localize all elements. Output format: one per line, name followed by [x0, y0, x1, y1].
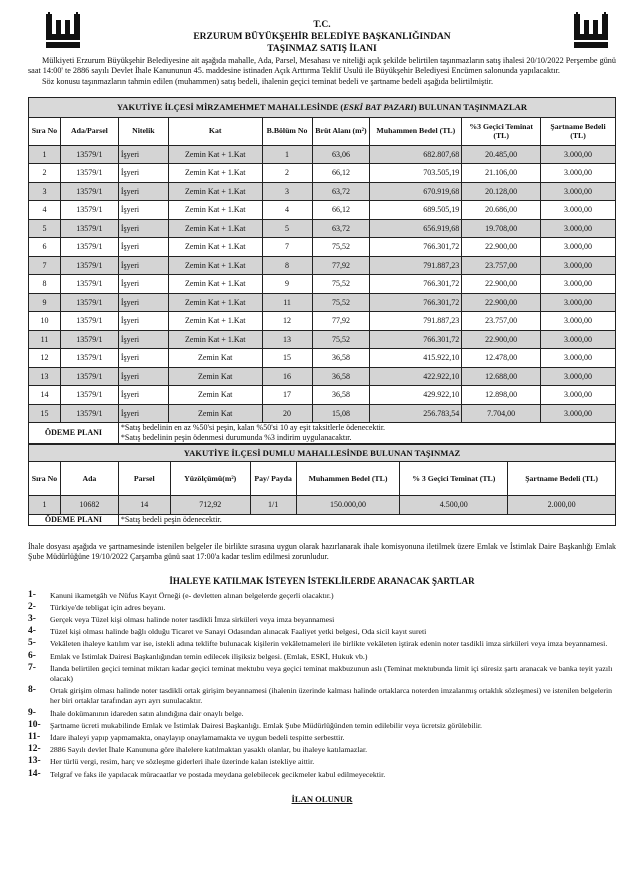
- table-cell: 766.301,72: [370, 275, 462, 294]
- table-cell: Zemin Kat + 1.Kat: [168, 201, 262, 220]
- table-cell: 712,92: [170, 496, 250, 515]
- requirement-number: 11-: [28, 731, 41, 742]
- column-header: Nitelik: [118, 117, 168, 145]
- table-cell: İşyeri: [118, 312, 168, 331]
- municipality-logo-icon: [572, 10, 610, 50]
- table-cell: 1: [262, 145, 312, 164]
- table-cell: Zemin Kat: [168, 367, 262, 386]
- column-header: Pay/ Payda: [250, 462, 296, 496]
- requirement-number: 10-: [28, 719, 41, 730]
- table-cell: 13579/1: [60, 182, 118, 201]
- requirement-number: 1-: [28, 589, 36, 600]
- requirement-number: 5-: [28, 638, 36, 649]
- requirement-item: [28, 745, 616, 755]
- table-cell: 15: [262, 349, 312, 368]
- table-cell: 16: [262, 367, 312, 386]
- table-cell: 3.000,00: [541, 330, 616, 349]
- table-cell: 12: [262, 312, 312, 331]
- table-cell: 3.000,00: [541, 293, 616, 312]
- table-title: YAKUTİYE İLÇESİ DUMLU MAHALLESİNDE BULUNAN TAŞINMAZ: [29, 445, 616, 462]
- table-cell: 15,08: [312, 404, 370, 423]
- table-cell: 13579/1: [60, 164, 118, 183]
- table-cell: Zemin Kat + 1.Kat: [168, 293, 262, 312]
- submission-notice: İhale dosyası aşağıda ve şartnamesinde istenilen belgeler ile birlikte sırasına uygun olarak hazırlanarak ihale komisyonuna iletilmek üzere Emlak ve İstimlak Daire Başkanlığı Emlak Şube Müdürlüğüne 19/10/2022 Çarşamba günü saat 17:00'a kadar teslim edilmesi zorunludur.: [28, 542, 616, 562]
- requirement-item: [28, 639, 616, 649]
- table-cell: İşyeri: [118, 182, 168, 201]
- table-cell: 13579/1: [60, 219, 118, 238]
- column-header: %3 Geçici Teminat (TL): [462, 117, 541, 145]
- column-header: Ada/Parsel: [60, 117, 118, 145]
- requirement-item: [28, 686, 616, 706]
- table-cell: 656.919,68: [370, 219, 462, 238]
- table-cell: 22.900,00: [462, 293, 541, 312]
- payment-plan-line: *Satış bedelinin peşin ödenmesi durumunda %3 indirim uygulanacaktır.: [120, 433, 352, 443]
- table-cell: 10682: [60, 496, 118, 515]
- table-cell: 7: [262, 238, 312, 257]
- requirement-item: [28, 709, 616, 719]
- table-row: [29, 256, 616, 275]
- table-cell: 3.000,00: [541, 367, 616, 386]
- column-header: Ada: [60, 462, 118, 496]
- table-cell: 20.686,00: [462, 201, 541, 220]
- table-row: [29, 496, 616, 515]
- intro-paragraph: Söz konusu taşınmazların tahmin edilen (muhammen) satış bedeli, ihalenin geçici teminat bedeli ve şartname bedeli aşağıda belirtilmiştir.: [42, 76, 494, 86]
- table-cell: 20.128,00: [462, 182, 541, 201]
- table-cell: 5: [262, 219, 312, 238]
- column-header: Muhammen Bedel (TL): [370, 117, 462, 145]
- requirements-title: İHALEYE KATILMAK İSTEYEN İSTEKLİLERDE ARANACAK ŞARTLAR: [169, 576, 475, 587]
- intro: [28, 56, 616, 87]
- table-cell: 13: [29, 367, 61, 386]
- table-cell: 1: [29, 496, 61, 515]
- requirement-item: [28, 733, 616, 743]
- requirement-number: 12-: [28, 744, 41, 755]
- requirement-number: 8-: [28, 685, 36, 696]
- table-cell: Zemin Kat + 1.Kat: [168, 256, 262, 275]
- column-header: Sıra No: [29, 117, 61, 145]
- column-header: Brüt Alanı (m²): [312, 117, 370, 145]
- table-cell: Zemin Kat + 1.Kat: [168, 312, 262, 331]
- requirement-item: [28, 757, 616, 767]
- column-header: Parsel: [118, 462, 170, 496]
- table-row: [29, 201, 616, 220]
- table-cell: İşyeri: [118, 404, 168, 423]
- table-cell: Zemin Kat + 1.Kat: [168, 164, 262, 183]
- table-cell: 66,12: [312, 164, 370, 183]
- table-cell: İşyeri: [118, 164, 168, 183]
- requirement-number: 9-: [28, 707, 36, 718]
- table-cell: İşyeri: [118, 330, 168, 349]
- header-organization: ERZURUM BÜYÜKŞEHİR BELEDİYE BAŞKANLIĞINDAN: [193, 31, 451, 42]
- requirement-item: [28, 627, 616, 637]
- table-row: [29, 238, 616, 257]
- column-header: Kat: [168, 117, 262, 145]
- table-cell: 21.106,00: [462, 164, 541, 183]
- table-cell: 13579/1: [60, 238, 118, 257]
- table-row: [29, 404, 616, 423]
- table-cell: 3.000,00: [541, 349, 616, 368]
- table-cell: 13579/1: [60, 201, 118, 220]
- table-cell: 10: [29, 312, 61, 331]
- table-cell: 9: [29, 293, 61, 312]
- requirement-item: [28, 652, 616, 662]
- table-cell: 3.000,00: [541, 312, 616, 331]
- table-cell: 766.301,72: [370, 330, 462, 349]
- requirement-item: [28, 770, 616, 780]
- requirements-list: [28, 591, 616, 780]
- requirement-text: Türkiye'de tebligat için adres beyanı.: [50, 602, 166, 612]
- property-table-dumlu: [28, 444, 616, 526]
- table-cell: 2: [262, 164, 312, 183]
- table-cell: 13579/1: [60, 404, 118, 423]
- table-row: [29, 349, 616, 368]
- table-cell: 766.301,72: [370, 238, 462, 257]
- table-cell: İşyeri: [118, 201, 168, 220]
- requirement-item: [28, 615, 616, 625]
- table-cell: 415.922,10: [370, 349, 462, 368]
- column-header: Yüzölçümü(m²): [170, 462, 250, 496]
- table-cell: 3.000,00: [541, 145, 616, 164]
- payment-plan-line: *Satış bedelinin en az %50'si peşin, kalan %50'si 10 ay eşit taksitlerle ödenecektir.: [120, 423, 386, 433]
- column-header: B.Bölüm No: [262, 117, 312, 145]
- table-cell: 422.922,10: [370, 367, 462, 386]
- requirement-number: 13-: [28, 756, 41, 767]
- column-header: Sıra No: [29, 462, 61, 496]
- table-cell: İşyeri: [118, 145, 168, 164]
- table-cell: 17: [262, 386, 312, 405]
- table-cell: İşyeri: [118, 238, 168, 257]
- table-cell: İşyeri: [118, 275, 168, 294]
- table-cell: 5: [29, 219, 61, 238]
- table-cell: 75,52: [312, 238, 370, 257]
- table-cell: 4.500,00: [400, 496, 508, 515]
- table-cell: 256.783,54: [370, 404, 462, 423]
- table-cell: 75,52: [312, 330, 370, 349]
- table-cell: 3.000,00: [541, 275, 616, 294]
- table-cell: İşyeri: [118, 367, 168, 386]
- table-cell: 3.000,00: [541, 238, 616, 257]
- table-cell: 670.919,68: [370, 182, 462, 201]
- table-cell: Zemin Kat + 1.Kat: [168, 238, 262, 257]
- table-cell: 13579/1: [60, 367, 118, 386]
- table-cell: 3.000,00: [541, 164, 616, 183]
- table-cell: 63,72: [312, 219, 370, 238]
- requirement-text: İlanda belirtilen geçici teminat miktarı kadar geçici teminat mektubu veya geçici teminat makbuzunun aslı (Teminat mektubunda limit içi süresiz şartı aranacak ve banka teyit yazılı olacak): [50, 663, 613, 683]
- table-cell: 20: [262, 404, 312, 423]
- table-cell: 150.000,00: [296, 496, 400, 515]
- requirement-text: Şartname ücreti mukabilinde Emlak ve İstimlak Dairesi Başkanlığı. Emlak Şube Müdürlüğünden temin edilebilir veya ücretsiz görülebilir.: [50, 720, 482, 730]
- table-cell: 7: [29, 256, 61, 275]
- payment-plan-label: ÖDEME PLANI: [29, 515, 119, 526]
- table-cell: 20.485,00: [462, 145, 541, 164]
- table-cell: 3: [262, 182, 312, 201]
- table-cell: 77,92: [312, 256, 370, 275]
- table-cell: 6: [29, 238, 61, 257]
- table-cell: 4: [262, 201, 312, 220]
- table-cell: 23.757,00: [462, 256, 541, 275]
- table-row: [29, 219, 616, 238]
- table-cell: 8: [262, 256, 312, 275]
- table-cell: İşyeri: [118, 256, 168, 275]
- requirement-text: Telgraf ve faks ile yapılacak müracaatlar ve postada meydana gelebilecek gecikmeler kabul edilmeyecektir.: [50, 769, 386, 779]
- requirement-number: 2-: [28, 601, 36, 612]
- table-title: YAKUTİYE İLÇESİ MİRZAMEHMET MAHALLESİNDE (ESKİ BAT PAZARI) BULUNAN TAŞINMAZLAR: [29, 97, 616, 117]
- intro-paragraph: Mülkiyeti Erzurum Büyükşehir Belediyesine ait aşağıda mahalle, Ada, Parsel, Mesahası ve niteliği açık şekilde belirtilen taşınmazların satış ihalesi 20/10/2022 Perşembe günü saat 14:00' te 2886 sayılı Devlet İhale Kanununun 45. maddesine istinaden Açık Arttırma Teklif Usulü ile Büyükşehir Belediyesi Encümen salonunda yapılacaktır.: [28, 56, 616, 76]
- table-cell: 11: [262, 293, 312, 312]
- table-cell: 11: [29, 330, 61, 349]
- table-cell: 14: [29, 386, 61, 405]
- table-cell: 12.688,00: [462, 367, 541, 386]
- table-cell: 9: [262, 275, 312, 294]
- table-cell: 766.301,72: [370, 293, 462, 312]
- table-cell: 13579/1: [60, 275, 118, 294]
- table-cell: 3.000,00: [541, 386, 616, 405]
- table-cell: 13579/1: [60, 145, 118, 164]
- table-cell: 682.807,68: [370, 145, 462, 164]
- column-header: % 3 Geçici Teminat (TL): [400, 462, 508, 496]
- table-cell: 8: [29, 275, 61, 294]
- table-cell: 12.478,00: [462, 349, 541, 368]
- table-cell: 3.000,00: [541, 404, 616, 423]
- table-cell: 13579/1: [60, 256, 118, 275]
- requirement-text: Ortak girişim olması halinde noter tasdikli ortak girişim beyannamesi (ihalenin üzerinde kalması halinde ortaklarca noterden imzalanmış ortaklık sözleşmesi) ve istenilen belgelerin her biri ortaklar tarafından ayrı ayrı sunulacaktır.: [50, 686, 613, 706]
- column-header: Şartname Bedeli (TL): [508, 462, 616, 496]
- requirement-item: [28, 664, 616, 684]
- table-row: [29, 145, 616, 164]
- requirement-text: Emlak ve İstimlak Dairesi Başkanlığından temin edilecek ilişiksiz belgesi. (Emlak, ESKİ, Hukuk vb.): [50, 651, 368, 661]
- table-cell: 13579/1: [60, 349, 118, 368]
- table-cell: 63,72: [312, 182, 370, 201]
- table-cell: Zemin Kat + 1.Kat: [168, 219, 262, 238]
- page-title: TAŞINMAZ SATIŞ İLANI: [267, 43, 377, 54]
- requirement-number: 4-: [28, 626, 36, 637]
- table-cell: 66,12: [312, 201, 370, 220]
- table-cell: 12.898,00: [462, 386, 541, 405]
- table-row: [29, 330, 616, 349]
- table-cell: 791.887,23: [370, 256, 462, 275]
- requirement-text: 2886 Sayılı devlet İhale Kanununa göre ihalelere katılmaktan yasaklı olanlar, bu ihaleye katılamazlar.: [50, 745, 368, 755]
- table-cell: 23.757,00: [462, 312, 541, 331]
- payment-plan-text: [118, 423, 615, 444]
- requirement-text: Gerçek veya Tüzel kişi olması halinde noter tasdikli İmza sirküleri veya imza beyannamesi: [50, 614, 335, 624]
- table-row: [29, 367, 616, 386]
- requirement-item: [28, 591, 616, 601]
- table-cell: 22.900,00: [462, 275, 541, 294]
- table-cell: 13: [262, 330, 312, 349]
- table-row: [29, 293, 616, 312]
- table-cell: 12: [29, 349, 61, 368]
- table-cell: 14: [118, 496, 170, 515]
- column-header: Şartname Bedeli (TL): [541, 117, 616, 145]
- table-cell: 1: [29, 145, 61, 164]
- table-cell: 3.000,00: [541, 256, 616, 275]
- table-cell: İşyeri: [118, 349, 168, 368]
- table-cell: 36,58: [312, 367, 370, 386]
- table-cell: 703.505,19: [370, 164, 462, 183]
- requirement-item: [28, 603, 616, 613]
- table-cell: 63,06: [312, 145, 370, 164]
- table-cell: 75,52: [312, 293, 370, 312]
- table-cell: Zemin Kat + 1.Kat: [168, 330, 262, 349]
- table-cell: 13579/1: [60, 386, 118, 405]
- table-cell: 3.000,00: [541, 219, 616, 238]
- table-cell: Zemin Kat + 1.Kat: [168, 145, 262, 164]
- property-table-mirzamehmet: [28, 97, 616, 445]
- table-row: [29, 386, 616, 405]
- table-cell: 791.887,23: [370, 312, 462, 331]
- requirement-text: Kanuni ikametgâh ve Nüfus Kayıt Örneği (e- devletten alınan belgelerde geçerli olacaktır.): [50, 590, 334, 600]
- table-cell: 3.000,00: [541, 182, 616, 201]
- table-cell: Zemin Kat + 1.Kat: [168, 182, 262, 201]
- requirement-text: Tüzel kişi olması halinde bağlı olduğu Ticaret ve Sanayi Odasından alınacak Faaliyet yetki belgesi, Oda sicil kayıt sureti: [50, 627, 427, 637]
- table-cell: 2.000,00: [508, 496, 616, 515]
- payment-plan-label: ÖDEME PLANI: [29, 423, 119, 444]
- table-cell: 77,92: [312, 312, 370, 331]
- table-cell: İşyeri: [118, 219, 168, 238]
- table-cell: 36,58: [312, 386, 370, 405]
- requirement-text: İdare ihaleyi yapıp yapmamakta, onaylayıp onaylamamakta ve uygun bedeli tespitte serbesttir.: [50, 732, 345, 742]
- table-cell: İşyeri: [118, 293, 168, 312]
- table-cell: 689.505,19: [370, 201, 462, 220]
- table-cell: Zemin Kat: [168, 404, 262, 423]
- table-row: [29, 275, 616, 294]
- table-cell: 75,52: [312, 275, 370, 294]
- table-cell: 15: [29, 404, 61, 423]
- table-row: [29, 312, 616, 331]
- closing-line: İLAN OLUNUR: [291, 793, 353, 804]
- table-cell: 22.900,00: [462, 330, 541, 349]
- header-tc: T.C.: [313, 20, 331, 30]
- table-cell: 1/1: [250, 496, 296, 515]
- table-cell: 22.900,00: [462, 238, 541, 257]
- table-cell: 19.708,00: [462, 219, 541, 238]
- table-cell: 13579/1: [60, 330, 118, 349]
- table-cell: 3: [29, 182, 61, 201]
- payment-plan-text: *Satış bedeli peşin ödenecektir.: [118, 515, 615, 526]
- table-cell: 13579/1: [60, 312, 118, 331]
- table-cell: Zemin Kat: [168, 349, 262, 368]
- table-row: [29, 182, 616, 201]
- table-cell: 2: [29, 164, 61, 183]
- requirement-text: Her türlü vergi, resim, harç ve sözleşme giderleri ihale üzerinde kalan istekliye aittir.: [50, 757, 315, 767]
- requirement-number: 3-: [28, 613, 36, 624]
- table-row: [29, 164, 616, 183]
- table-cell: 36,58: [312, 349, 370, 368]
- table-cell: 13579/1: [60, 293, 118, 312]
- requirement-number: 7-: [28, 662, 36, 673]
- table-cell: 4: [29, 201, 61, 220]
- table-cell: Zemin Kat: [168, 386, 262, 405]
- table-cell: 7.704,00: [462, 404, 541, 423]
- requirement-number: 6-: [28, 650, 36, 661]
- requirement-text: İhale dokümanının idareden satın alındığına dair onaylı belge.: [50, 708, 244, 718]
- requirement-item: [28, 721, 616, 731]
- requirement-text: Vekâleten ihaleye katılım var ise, istekli adına teklifte bulunacak kişilerin vekâletnameleri ile birlikte vekâleten iştirak edenin noter tasdikli imza sirküleri veya imza beyannamesi.: [50, 639, 608, 649]
- table-cell: Zemin Kat + 1.Kat: [168, 275, 262, 294]
- column-header: Muhammen Bedel (TL): [296, 462, 400, 496]
- requirement-number: 14-: [28, 768, 41, 779]
- table-cell: 3.000,00: [541, 201, 616, 220]
- table-cell: İşyeri: [118, 386, 168, 405]
- municipality-logo-icon: [44, 10, 82, 50]
- header: [28, 8, 616, 56]
- table-cell: 429.922,10: [370, 386, 462, 405]
